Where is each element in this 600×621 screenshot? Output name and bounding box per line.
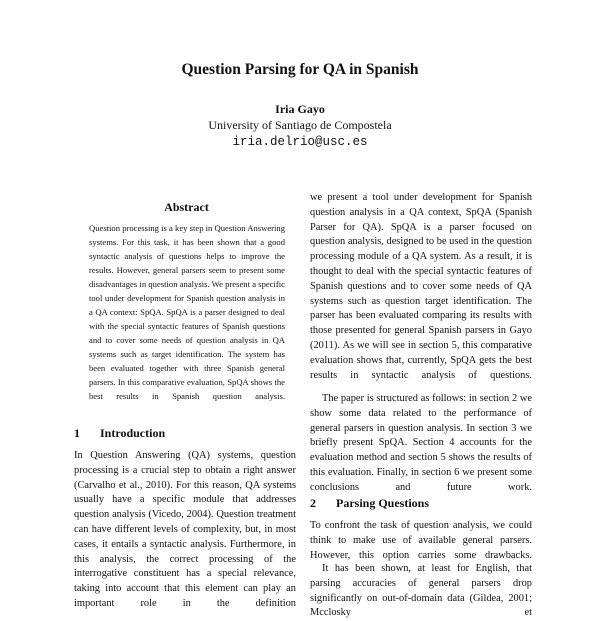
paper-title: Question Parsing for QA in Spanish (181, 61, 419, 78)
abstract-text: Question processing is a key step in Question Answering systems. For this task, it has been shown that a good syntactic analysis of questions helps to improve the results. However, general parsers seem to present some disadvantages in question analysis. We present a specific tool under development for Spanish question analysis in a QA context: SpQA. SpQA is a parser designed to deal with the special syntactic features of Spanish questions and to cover some needs of question analysis in QA systems such as target identification. The system has been evaluated together with three Spanish general parsers. In this comparative evaluation, SpQA shows the best results in Spanish question analysis. (89, 223, 285, 401)
author-affiliation: University of Santiago de Compostela (208, 118, 392, 132)
section-1-number: 1 (74, 426, 80, 440)
section-2-heading (310, 496, 429, 511)
abstract-heading: Abstract (164, 200, 209, 214)
section-1-text: In Question Answering (QA) systems, question processing is a crucial step to obtain a right answer (Carvalho et al., 2010). For this reason, QA systems usually have a specific module that addresses question analysis (Vicedo, 2004). Question treatment can have different levels of complexity, but, in most cases, it entails a syntactic analysis. Furthermore, in this analysis, the correct processing of the interrogative constituent has a special relevance, taking into account that this element can play an important role in the definition (74, 450, 296, 609)
section-2-title: Parsing Questions (336, 496, 430, 510)
section-1-continuation: we present a tool under development for Spanish question analysis in a QA context, SpQA (Spanish Parser for QA). SpQA is a parser focused on question analysis, designed to be used in the question processing module of a QA system. As a result, it is thought to deal with the special syntactic features of Spanish questions and to cover some needs of QA systems such as question target identification. The parser has been evaluated comparing its results with those presented for general Spanish parsers in Gayo (2011). As we will see in section 5, this comparative evaluation shows that, currently, SpQA gets the best results in syntactic analysis of questions. (310, 192, 532, 381)
author-name: Iria Gayo (275, 102, 325, 116)
author-email[interactable]: iria.delrio@usc.es (232, 135, 368, 149)
section-1-structure-paragraph: The paper is structured as follows: in section 2 we show some data related to the performance of general parsers in question analysis. In section 3 we briefly present SpQA. Section 4 accounts for the evaluation method and section 5 shows the results of this evaluation. Finally, in section 6 we present some conclusions and future work. (310, 393, 532, 493)
section-2-number: 2 (310, 496, 316, 510)
section-1-heading (74, 426, 165, 441)
section-1-title: Introduction (100, 426, 166, 440)
section-2-paragraph-2: It has been shown, at least for English, that parsing accuracies of general parsers drop significantly on out-of-domain data (Gildea, 2001; Mcclosky et (310, 563, 532, 619)
section-2-paragraph-1: To confront the task of question analysis, we could think to make use of available general parsers. However, this option carries some drawbacks. (310, 520, 532, 561)
